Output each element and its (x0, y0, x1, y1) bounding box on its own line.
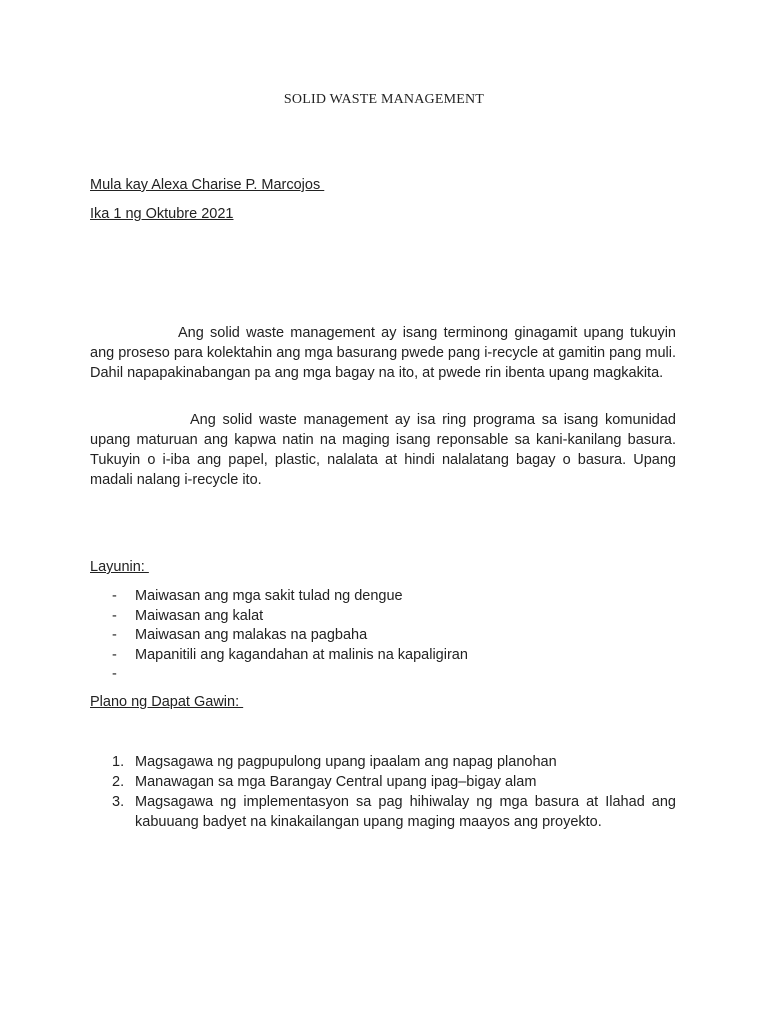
step-text: Manawagan sa mga Barangay Central upang ipag–bigay alam (135, 774, 537, 790)
step-text: Magsagawa ng implementasyon sa pag hihiwalay ng mga basura at Ilahad ang kabuuang badyet na kinakailangan upang maging maayos ang proyekto. (135, 794, 676, 830)
list-item (90, 772, 676, 792)
list-item (90, 792, 676, 832)
list-item (90, 626, 676, 646)
paragraph-intro: Ang solid waste management ay isang terminong ginagamit upang tukuyin ang proseso para kolektahin ang mga basurang pwede pang i-recycle at gamitin pang muli. Dahil napapakinabangan pa ang mga bagay na ito, at pwede rin ibenta upang magkakita. (90, 325, 676, 381)
dash-bullet: - (112, 627, 117, 643)
dash-bullet: - (112, 646, 117, 663)
goal-text: Maiwasan ang malakas na pagbaha (135, 627, 368, 643)
dash-bullet: - (112, 666, 117, 682)
paragraph-program: Ang solid waste management ay isa ring programa sa isang komunidad upang maturuan ang kapwa natin na maging isang reponsable sa kani-kanilang basura. Tukuyin o i-iba ang papel, plastic, nalalata at hindi nalalatang bagay o basura. Upang madali nalang i-recycle ito. (90, 412, 676, 488)
list-item (90, 665, 676, 685)
list-item (90, 752, 676, 772)
step-number: 1. (112, 754, 125, 770)
list-item (90, 587, 676, 607)
date-line: Ika 1 ng Oktubre 2021 (90, 206, 234, 222)
author-line: Mula kay Alexa Charise P. Marcojos (90, 177, 325, 193)
dash-bullet: - (112, 588, 117, 604)
dash-bullet: - (112, 607, 117, 624)
goal-text: Maiwasan ang mga sakit tulad ng dengue (135, 588, 403, 604)
goals-heading: Layunin: (90, 559, 149, 575)
plan-heading: Plano ng Dapat Gawin: (90, 694, 244, 710)
list-item (90, 646, 676, 666)
list-item (90, 607, 676, 627)
step-number: 2. (112, 774, 125, 790)
plan-list (90, 752, 676, 832)
goals-list (90, 587, 676, 685)
goal-text: Maiwasan ang kalat (135, 607, 264, 624)
document-title: SOLID WASTE MANAGEMENT (283, 92, 485, 107)
step-text: Magsagawa ng pagpupulong upang ipaalam ang napag planohan (135, 754, 557, 770)
goal-text: Mapanitili ang kagandahan at malinis na kapaligiran (135, 646, 468, 663)
step-number: 3. (112, 794, 125, 810)
